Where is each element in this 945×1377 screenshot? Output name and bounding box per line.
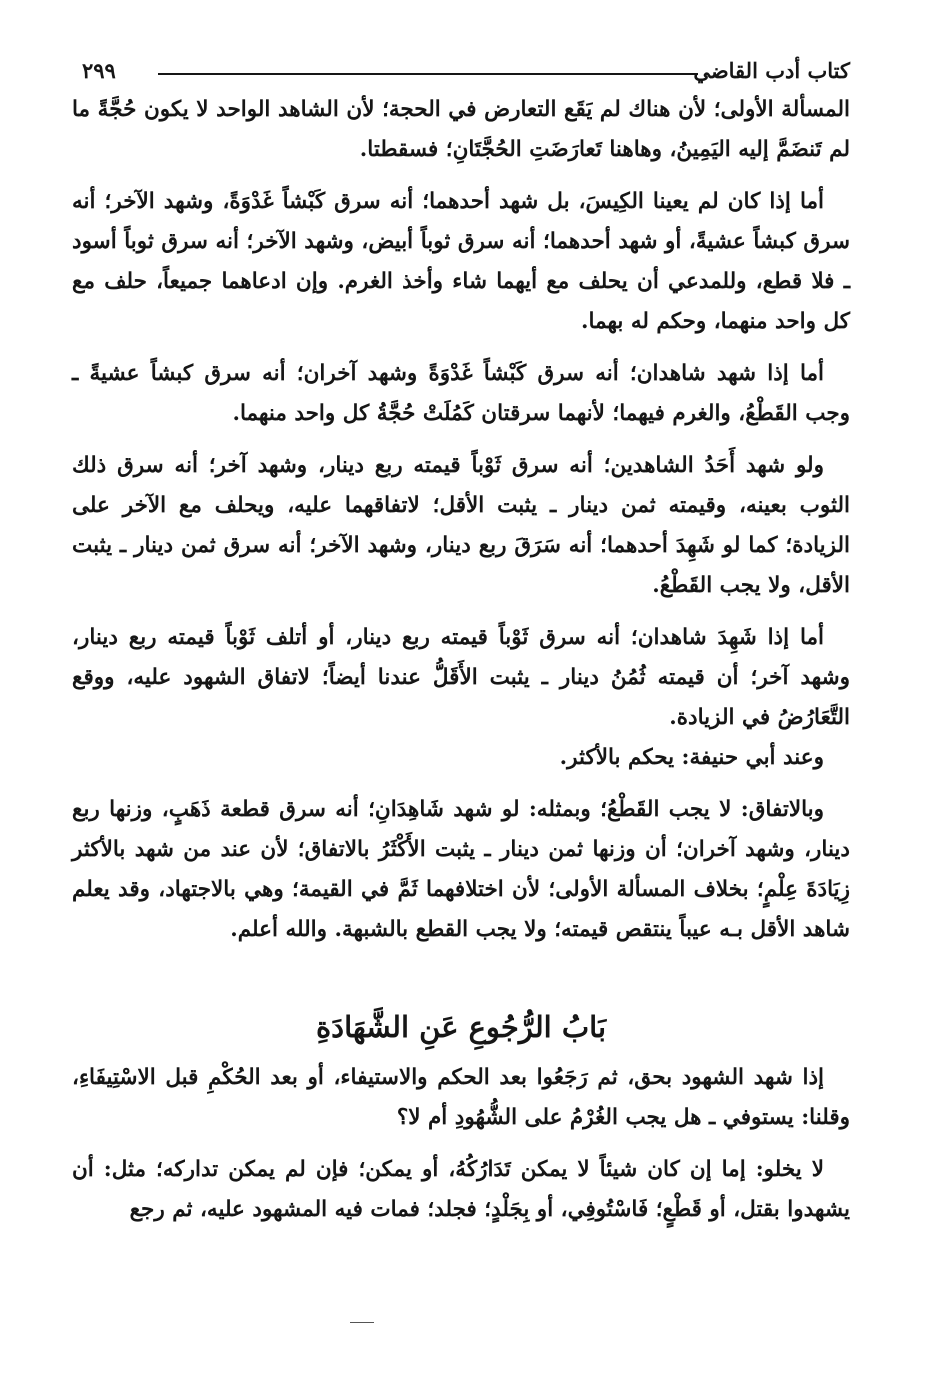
paragraph-retraction-question: إذا شهد الشهود بحق، ثم رَجَعُوا بعد الحكم والاستيفاء، أو بعد الحُكْمِ قبل الاسْتِيفَاءِ، وقلنا: يستوفي ـ هل يجب الغُرْمُ على الشُّهُودِ أم لا؟ [72,1065,850,1130]
paragraph-two-witness-pairs: أما إذا شهد شاهدان؛ أنه سرق كَبْشاً غَدْوَةً وشهد آخران؛ أنه سرق كبشاً عشيةً ـ وجب القَطْعُ، والغرم فيهما؛ لأنهما سرقتان كَمُلَتْ حُجَّةُ كل واحد منهما. [72,361,850,426]
page-number: ٢٩٩ [82,58,116,83]
paragraph-continuation: المسألة الأولى؛ لأن هناك لم يَقَع التعارض في الحجة؛ لأن الشاهد الواحد لا يكون حُجَّةً ما لم تَنضَمَّ إليه اليَمِينُ، وهاهنا تَعارَضَتِ الحُجَّتَانِ؛ فسقطتا. [72,97,850,162]
book-title: كتاب أدب القاضي [693,58,850,83]
paragraph-retraction-cases: لا يخلو: إما إن كان شيئاً لا يمكن تَدَارُكُهُ، أو يمكن؛ فإن لم يمكن تداركه؛ مثل: أن يشهدوا بقتل، أو قَطْعٍ؛ فَاسْتُوفِي، أو بِجَلْدٍ؛ فجلد؛ فمات فيه المشهود عليه، ثم رجع [72,1157,850,1222]
paragraph-unnamed-purse: أما إذا كان لم يعينا الكِيسَ، بل شهد أحدهما؛ أنه سرق كَبْشاً غَدْوَةً، وشهد الآخر؛ أنه سرق كبشاً عشيةً، أو شهد أحدهما؛ أنه سرق ثوباً أبيض، وشهد الآخر؛ أنه سرق ثوباً أسود ـ فلا قطع، وللمدعي أن يحلف مع أيهما شاء وأخذ الغرم. وإن ادعاهما جميعاً، حلف مع كل واحد منهما، وحكم له بهما. [72,189,850,334]
running-header [72,40,850,90]
book-page [72,40,850,1230]
paragraph-two-witnesses-value: أما إذا شَهِدَ شاهدان؛ أنه سرق ثَوْباً قيمته ربع دينار، أو أتلف ثَوْباً قيمته ربع دينار، وشهد آخر؛ أن قيمته ثُمُنُ دينار ـ يثبت الأَقَلُّ عندنا أيضاً؛ لاتفاق الشهود عليه، ووقع التَّعَارُضُ في الزيادة. [72,625,850,730]
page-bottom-mark [350,1322,374,1323]
paragraph-abu-hanifa: وعند أبي حنيفة: يحكم بالأكثر. [559,745,824,770]
chapter-heading: بَابُ الرُّجُوعِ عَنِ الشَّهَادَةِ [315,1010,607,1044]
header-rule [158,73,698,75]
paragraph-garment-value: ولو شهد أَحَدُ الشاهدين؛ أنه سرق ثَوْباً قيمته ربع دينار، وشهد آخر؛ أنه سرق ذلك الثوب بعينه، وقيمته ثمن دينار ـ يثبت الأقل؛ لاتفاقهما عليه، ويحلف مع الآخر على الزيادة؛ كما لو شَهِدَ أحدهما؛ أنه سَرَقَ ربع دينار، وشهد الآخر؛ أنه سرق ثمن دينار ـ يثبت الأقل، ولا يجب القَطْعُ. [72,453,850,598]
paragraph-by-agreement: وبالاتفاق: لا يجب القَطْعُ؛ وبمثله: لو شهد شَاهِدَانِ؛ أنه سرق قطعة ذَهَبٍ، وزنها ربع دينار، وشهد آخران؛ أن وزنها ثمن دينار ـ يثبت الأَكْثَرُ بالاتفاق؛ لأن عند من شهد بالأكثر زِيَادَةَ عِلْمٍ؛ بخلاف المسألة الأولى؛ لأن اختلافهما ثَمَّ في القيمة؛ وهي بالاجتهاد، وقد يعلم شاهد الأقل بـه عيباً ينتقص قيمته؛ ولا يجب القطع بالشبهة. والله أعلم. [72,797,850,942]
